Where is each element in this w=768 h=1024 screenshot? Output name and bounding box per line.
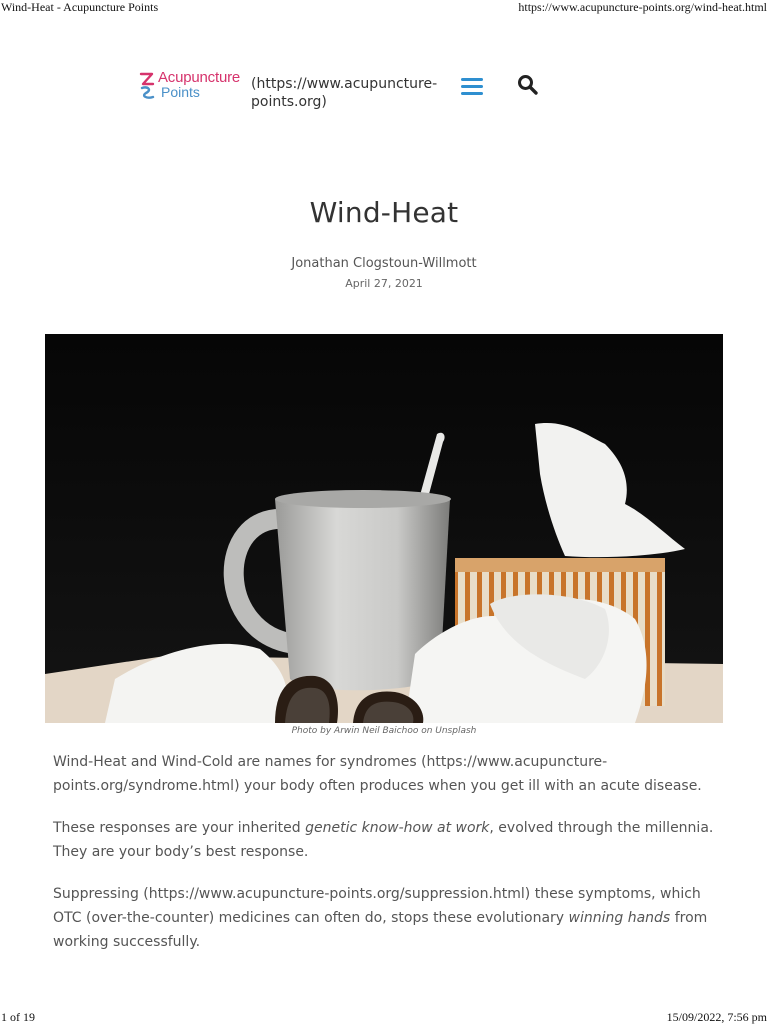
print-url: https://www.acupuncture-points.org/wind-heat.html (518, 0, 767, 14)
logo-mark-icon (138, 70, 158, 102)
print-header (0, 0, 768, 16)
paragraph-2: These responses are your inherited genetic know-how at work, evolved through the millennia. They are your body’s best response. (53, 820, 714, 860)
article-title: Wind-Heat (309, 196, 459, 229)
paragraph-3: Suppressing (https://www.acupuncture-points.org/suppression.html) these symptoms, which OTC (over-the-counter) medicines can often do, stops these evolutionary winning hands from working successfully. (53, 886, 708, 950)
print-timestamp: 15/09/2022, 7:56 pm (666, 1010, 767, 1024)
print-page-title: Wind-Heat - Acupuncture Points (1, 0, 159, 14)
article-author[interactable]: Jonathan Clogstoun-Willmott (291, 256, 477, 271)
logo-wordmark (158, 70, 240, 100)
hero-photo (45, 334, 723, 723)
hero-photo-illustration (45, 334, 723, 723)
emphasis-winning-hands: winning hands (568, 910, 671, 926)
syndromes-link[interactable]: syndromes (https://www.acupuncture-points.org/syndrome.html) (53, 754, 608, 794)
emphasis-genetic-know-how: genetic know-how at work (305, 820, 490, 836)
suppressing-link[interactable]: Suppressing (https://www.acupuncture-points.org/suppression.html) (53, 886, 531, 902)
logo-url-link[interactable]: (https://www.acupuncture-points.org) (251, 76, 438, 110)
logo-line2: Points (161, 84, 200, 100)
search-button[interactable] (517, 74, 539, 96)
site-logo[interactable] (138, 70, 248, 102)
image-caption: Photo by Arwin Neil Baichoo on Unsplash (291, 726, 477, 736)
print-footer (0, 1010, 768, 1024)
search-icon (517, 74, 539, 96)
hamburger-menu-icon (461, 78, 483, 81)
print-page-count: 1 of 19 (1, 1010, 35, 1024)
menu-button[interactable] (461, 78, 485, 96)
logo-line1: Acupuncture (158, 69, 241, 86)
paragraph-1: Wind-Heat and Wind-Cold are names for syndromes (https://www.acupuncture-points.org/syndrome.html) your body often produces when you get ill with an acute disease. (53, 754, 702, 794)
article-date: April 27, 2021 (345, 277, 423, 290)
site-header (0, 68, 768, 118)
